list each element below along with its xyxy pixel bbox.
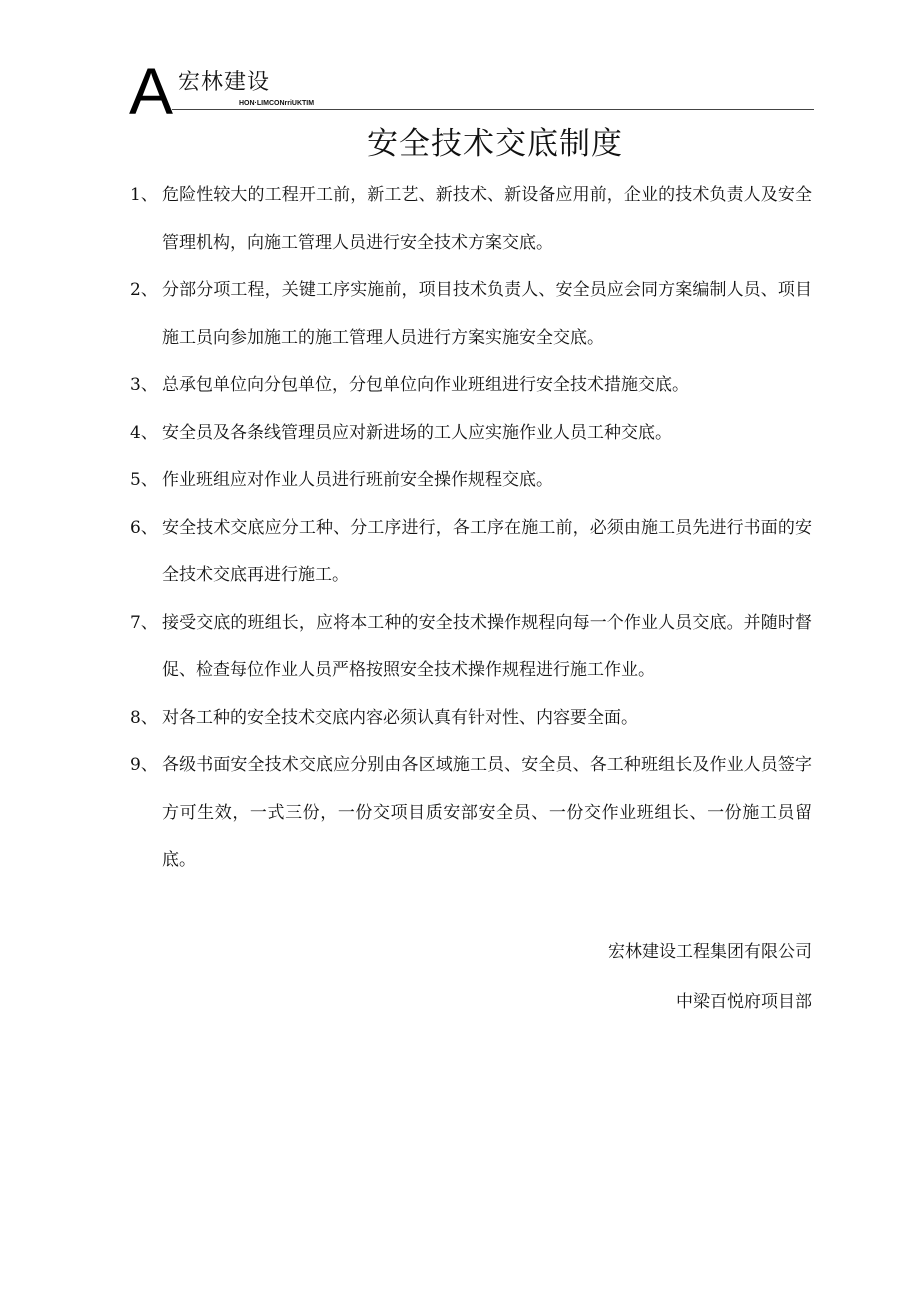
- clause-text: 安全员及各条线管理员应对新进场的工人应实施作业人员工种交底。: [162, 422, 672, 443]
- clause-list: [130, 172, 812, 885]
- clause-text: 安全技术交底应分工种、分工序进行，各工序在施工前，必须由施工员先进行书面的安全技术交底再进行施工。: [162, 517, 812, 585]
- clause-item: [130, 505, 812, 600]
- clause-item: [130, 410, 812, 458]
- clause-item: [130, 457, 812, 505]
- signature-department: 中梁百悦府项目部: [676, 992, 812, 1012]
- header-divider: [172, 109, 814, 110]
- clause-text: 对各工种的安全技术交底内容必须认真有针对性、内容要全面。: [162, 707, 638, 728]
- clause-item: [130, 267, 812, 362]
- clause-number: 4、: [130, 422, 158, 443]
- clause-number: 8、: [130, 707, 158, 728]
- clause-text: 总承包单位向分包单位，分包单位向作业班组进行安全技术措施交底。: [162, 375, 689, 395]
- clause-item: [130, 742, 812, 885]
- clause-text: 接受交底的班组长，应将本工种的安全技术操作规程向每一个作业人员交底。并随时督促、检查每位作业人员严格按照安全技术操作规程进行施工作业。: [162, 612, 812, 680]
- clause-text: 作业班组应对作业人员进行班前安全操作规程交底。: [162, 470, 553, 490]
- clause-text: 分部分项工程，关键工序实施前，项目技术负责人、安全员应会同方案编制人员、项目施工员向参加施工的施工管理人员进行方案实施安全交底。: [162, 280, 812, 348]
- clause-number: 7、: [130, 612, 158, 633]
- clause-text: 危险性较大的工程开工前，新工艺、新技术、新设备应用前，企业的技术负责人及安全管理机构，向施工管理人员进行安全技术方案交底。: [162, 185, 812, 253]
- clause-item: [130, 695, 812, 743]
- clause-item: [130, 600, 812, 695]
- clause-number: 5、: [130, 470, 158, 490]
- clause-number: 9、: [130, 755, 158, 775]
- logo-company-name: 宏林建设: [178, 70, 271, 95]
- clause-number: 1、: [130, 185, 158, 205]
- clause-number: 2、: [130, 280, 158, 300]
- clause-item: [130, 362, 812, 410]
- clause-number: 6、: [130, 517, 158, 538]
- document-title: 安全技术交底制度: [367, 126, 623, 162]
- clause-item: [130, 172, 812, 267]
- logo-mark: A: [129, 54, 174, 128]
- signature-company: 宏林建设工程集团有限公司: [608, 942, 812, 962]
- logo-subtitle: HON·LIMCONrriUKTIM: [239, 100, 315, 107]
- clause-text: 各级书面安全技术交底应分别由各区域施工员、安全员、各工种班组长及作业人员签字方可生效，一式三份，一份交项目质安部安全员、一份交作业班组长、一份施工员留底。: [162, 755, 812, 870]
- clause-number: 3、: [130, 375, 158, 395]
